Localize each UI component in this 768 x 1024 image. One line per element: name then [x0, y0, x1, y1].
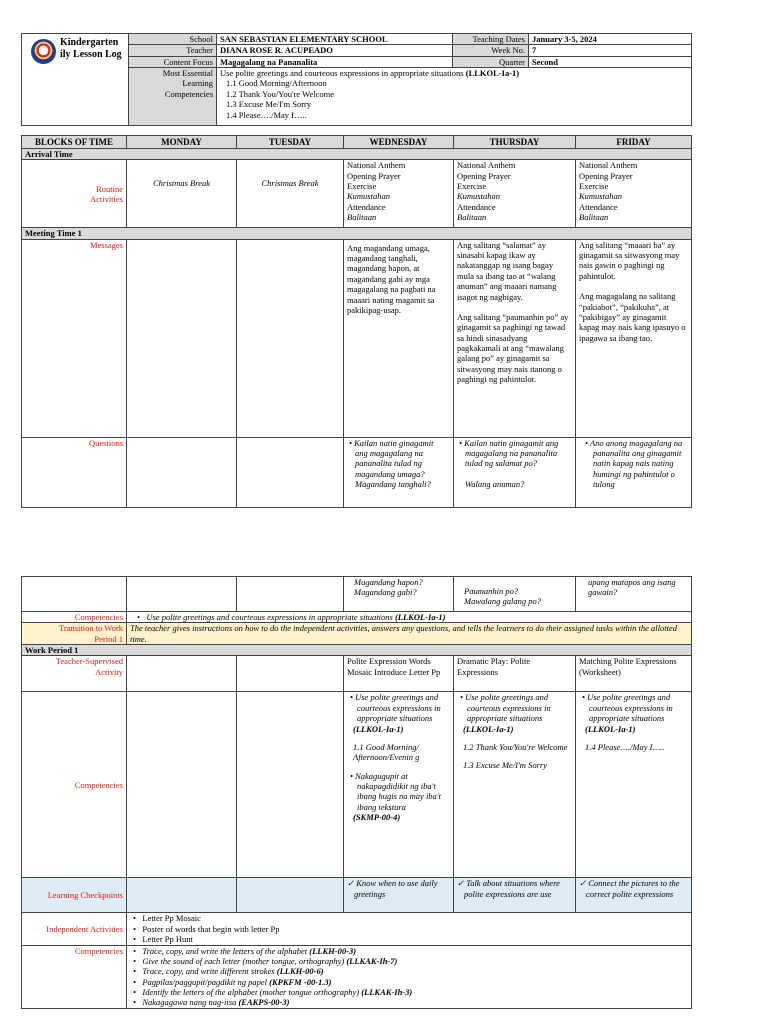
- questions-label: Questions: [22, 437, 127, 507]
- monday-questions-cont: [127, 577, 237, 612]
- col-thursday: THURSDAY: [454, 136, 576, 149]
- tuesday-activity: [237, 656, 344, 692]
- section-meeting-time-1: Meeting Time 1: [22, 228, 692, 239]
- week-value: 7: [529, 45, 692, 56]
- friday-activity: Matching Polite Expressions (Worksheet): [576, 656, 692, 692]
- wednesday-routine: National Anthem Opening Prayer Exercise Kumustahan Attendance Balitaan: [344, 160, 454, 228]
- col-tuesday: TUESDAY: [237, 136, 344, 149]
- monday-activity: [127, 656, 237, 692]
- deped-seal-icon: [31, 39, 56, 64]
- wednesday-checkpoint: ✓ Know when to use daily greetings: [344, 878, 454, 913]
- transition-label: Transition to Work Period 1: [22, 623, 127, 645]
- teaching-dates-value: January 3-5, 2024: [529, 34, 692, 45]
- friday-competencies: • Use polite greetings and courteous expressions in appropriate situations (LLKOL-Ia-1) 1.4 Please…./May I…..: [576, 692, 692, 878]
- teacher-supervised-label: Teacher-Supervised Activity: [22, 656, 127, 692]
- independent-competencies-list: • Trace, copy, and write the letters of the alphabet (LLKH-00-3) • Give the sound of each letter (mother tongue, orthography) (LLKAK-Ih-7) • Trace, copy, and write different strokes (LLKH-00-6) • Pagpilas/paggupit/pagdikit ng papel (KPKFM -00-1.3) • Identify the letters of the alphabet (mother tongue orthography) (LLKAK-Ih-3) • Nakagagawa nang nag-iisa (EAKPS-00-3): [127, 945, 692, 1008]
- school-label: School: [129, 34, 217, 45]
- independent-competencies-label: Competencies: [22, 945, 127, 1008]
- wednesday-competencies: • Use polite greetings and courteous expressions in appropriate situations (LLKOL-Ia-1) 1.1 Good Morning/ Afternoon/Evenin g • Nakagugupit at nakapagdidikit ng iba't ibang hugis na may iba't ibang tekstura (SKMP-00-4): [344, 692, 454, 878]
- wednesday-question-cont: Magandang hapon? Magandang gabi?: [344, 577, 454, 612]
- monday-routine: Christmas Break: [127, 160, 237, 228]
- lesson-plan-table: [21, 135, 691, 508]
- monday-messages: [127, 239, 237, 437]
- teaching-dates-label: Teaching Dates: [453, 34, 529, 45]
- competencies-text: • Use polite greetings and courteous expressions in appropriate situations (LLKOL-Ia-1): [127, 612, 692, 623]
- learning-checkpoints-label: Learning Checkpoints: [22, 878, 127, 913]
- wednesday-activity: Polite Expression Words Mosaic Introduce Letter Pp: [344, 656, 454, 692]
- week-label: Week No.: [453, 45, 529, 56]
- friday-message: Ang salitang “maaari ba” ay ginagamit sa sitwasyong may nais gawin o paghingi ng pahintulot. Ang magagalang na salitang “pakiabot”, “pakikuha”, at “pakibigay” ay ginagamit kapag may nais kang ipasuyo o ipagawa sa ibang tao.: [576, 239, 692, 437]
- wednesday-message: Ang magandang umaga, magandang tanghali, magandang hapon, at magandang gabi ay mga magagalang na pagbati na maaari nating magamit sa pakikipag-usap.: [344, 239, 454, 437]
- friday-routine: National Anthem Opening Prayer Exercise Kumustahan Attendance Balitaan: [576, 160, 692, 228]
- friday-question: • Ano anong magagalang na pananalita ang ginagamit natin kapag nais nating humingi ng pahintulot o tulong: [576, 437, 692, 507]
- independent-activities-list: • Letter Pp Mosaic • Poster of words that begin with letter Pp • Letter Pp Hunt: [127, 913, 692, 945]
- log-title: Kindergarten ily Lesson Log: [60, 37, 122, 60]
- thursday-message: Ang salitang “salamat” ay sinasabi kapag ikaw ay nakatanggap ng isang bagay mula sa ibang tao at “walang anuman” ang maaari namang isagot ng nagbigay. Ang salitang “paumanhin po” ay ginagamit sa paghingi ng tawad sa hindi sinasadyang pagkakamali at ang “mawalang galang po” ay ginagamit sa sitwasyong may nais itanong o paghingi ng pahintulot.: [454, 239, 576, 437]
- tuesday-checkpoint: [237, 878, 344, 913]
- routine-activities-label: Routine Activities: [22, 160, 127, 228]
- independent-activities-label: Independent Activities: [22, 913, 127, 945]
- tuesday-routine: Christmas Break: [237, 160, 344, 228]
- thursday-routine: National Anthem Opening Prayer Exercise Kumustahan Attendance Balitaan: [454, 160, 576, 228]
- thursday-question: • Kailan natin ginagamit ang magagalang na pananalita tulad ng salamat po? Walang anuman?: [454, 437, 576, 507]
- melc-value: Use polite greetings and courteous expressions in appropriate situations (LLKOL-Ia-1) 1.1 Good Morning/Afternoon 1.2 Thank You/You're Welcome 1.3 Excuse Me/I'm Sorry 1.4 Please…./May I…..: [217, 68, 692, 126]
- teacher-value: DIANA ROSE R. ACUPEADO: [217, 45, 453, 56]
- col-friday: FRIDAY: [576, 136, 692, 149]
- lesson-log-header: [21, 33, 691, 126]
- thursday-competencies: • Use polite greetings and courteous expressions in appropriate situations (LLKOL-Ia-1) 1.2 Thank You/You're Welcome 1.3 Excuse Me/I'm Sorry: [454, 692, 576, 878]
- monday-questions: [127, 437, 237, 507]
- transition-text: The teacher gives instructions on how to do the independent activities, answers any questions, and tells the learners to do their assigned tasks within the allotted time.: [127, 623, 692, 645]
- friday-checkpoint: ✓ Connect the pictures to the correct polite expressions: [576, 878, 692, 913]
- wednesday-question: • Kailan natin ginagamit ang magagalang na pananalita tulad ng magandang umaga? Magandang tanghali?: [344, 437, 454, 507]
- col-wednesday: WEDNESDAY: [344, 136, 454, 149]
- section-work-period-1: Work Period 1: [22, 645, 692, 656]
- content-focus-label: Content Focus: [129, 56, 217, 67]
- quarter-value: Second: [529, 56, 692, 67]
- lesson-plan-table-continued: [21, 576, 691, 1009]
- friday-question-cont: upang matapos ang isang gawain?: [576, 577, 692, 612]
- monday-checkpoint: [127, 878, 237, 913]
- thursday-question-cont: Paumanhin po? Mawalang galang po?: [454, 577, 576, 612]
- messages-label: Messages: [22, 239, 127, 437]
- thursday-activity: Dramatic Play: Polite Expressions: [454, 656, 576, 692]
- tuesday-questions: [237, 437, 344, 507]
- content-focus-value: Magagalang na Pananalita: [217, 56, 453, 67]
- school-value: SAN SEBASTIAN ELEMENTARY SCHOOL: [217, 34, 453, 45]
- col-blocks-of-time: BLOCKS OF TIME: [22, 136, 127, 149]
- section-arrival-time: Arrival Time: [22, 149, 692, 160]
- melc-label: Most Essential Learning Competencies: [129, 68, 217, 126]
- tuesday-questions-cont: [237, 577, 344, 612]
- quarter-label: Quarter: [453, 56, 529, 67]
- tuesday-messages: [237, 239, 344, 437]
- title-block: [22, 34, 129, 126]
- competencies-label: Competencies: [22, 612, 127, 623]
- thursday-checkpoint: ✓ Talk about situations where polite expressions are use: [454, 878, 576, 913]
- col-monday: MONDAY: [127, 136, 237, 149]
- teacher-label: Teacher: [129, 45, 217, 56]
- work-competencies-label: Competencies: [22, 692, 127, 878]
- tuesday-competencies: [237, 692, 344, 878]
- monday-competencies: [127, 692, 237, 878]
- blank-cell: [22, 577, 127, 612]
